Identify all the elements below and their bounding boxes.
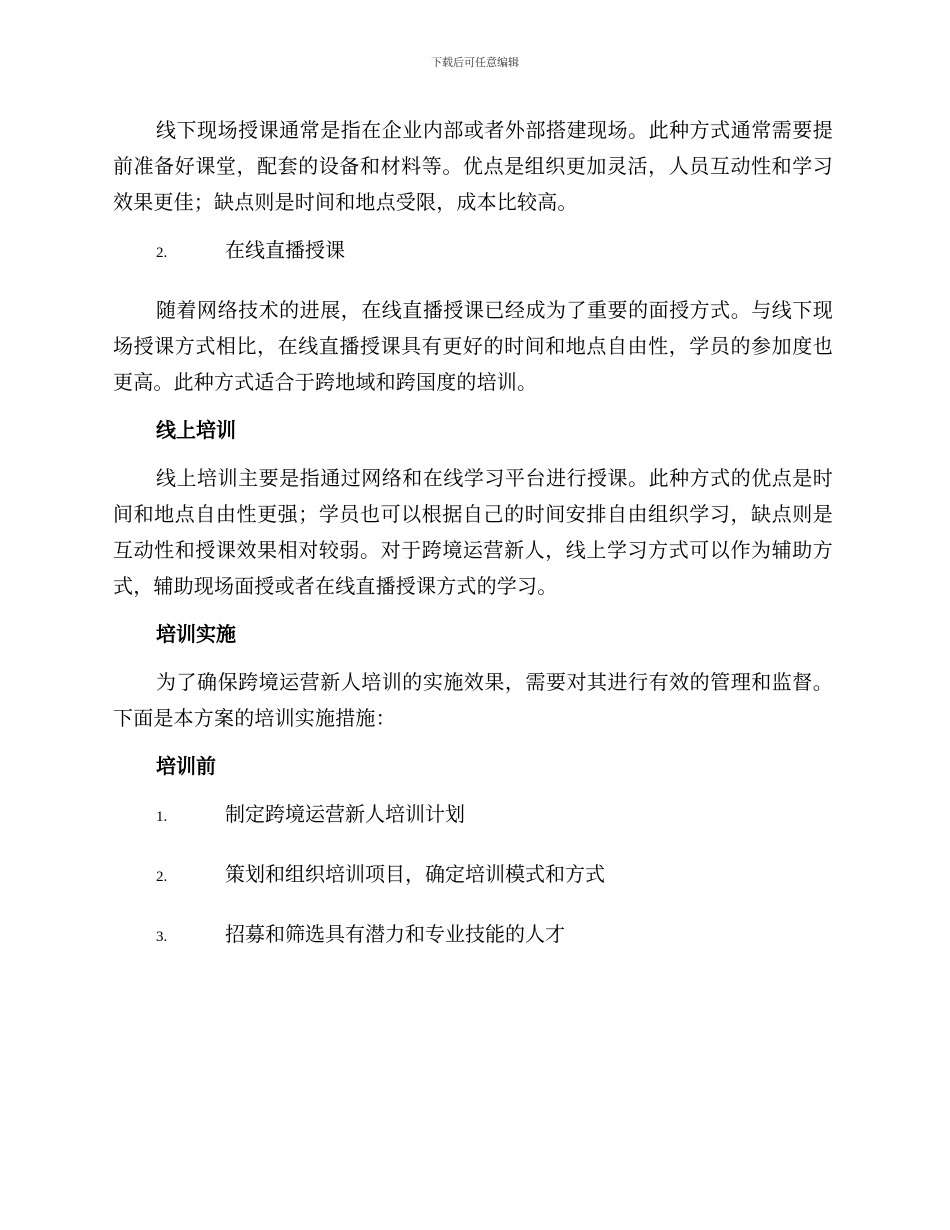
paragraph-offline-training: 线下现场授课通常是指在企业内部或者外部搭建现场。此种方式通常需要提前准备好课堂，配套的设备和材料等。优点是组织更加灵活，人员互动性和学习效果更佳；缺点则是时间和地点受限，成本比较高。 [113, 118, 833, 214]
list-number: 2. [156, 245, 168, 261]
list-text: 在线直播授课 [225, 238, 345, 262]
list-item [113, 916, 833, 955]
heading-online-training: 线上培训 [156, 418, 236, 442]
list-number: 2. [156, 869, 168, 885]
document-body [113, 112, 833, 976]
list-item [113, 796, 833, 835]
paragraph-live-training: 随着网络技术的进展，在线直播授课已经成为了重要的面授方式。与线下现场授课方式相比，在线直播授课具有更好的时间和地点自由性，学员的参加度也更高。此种方式适合于跨地域和跨国度的培训。 [113, 298, 833, 394]
list-text: 策划和组织培训项目，确定培训模式和方式 [225, 862, 605, 886]
paragraph-training-implementation: 为了确保跨境运营新人培训的实施效果，需要对其进行有效的管理和监督。下面是本方案的培训实施措施： [113, 670, 833, 730]
list-item [113, 856, 833, 895]
list-text: 招募和筛选具有潜力和专业技能的人才 [225, 922, 565, 946]
list-text: 制定跨境运营新人培训计划 [225, 802, 465, 826]
list-item-live-training [113, 232, 833, 271]
heading-training-implementation: 培训实施 [156, 622, 236, 646]
paragraph-online-training: 线上培训主要是指通过网络和在线学习平台进行授课。此种方式的优点是时间和地点自由性更强；学员也可以根据自己的时间安排自由组织学习，缺点则是互动性和授课效果相对较弱。对于跨境运营新人，线上学习方式可以作为辅助方式，辅助现场面授或者在线直播授课方式的学习。 [113, 466, 833, 598]
header-note: 下载后可任意编辑 [431, 56, 519, 69]
list-number: 1. [156, 809, 168, 825]
heading-before-training: 培训前 [156, 754, 216, 778]
list-number: 3. [156, 929, 168, 945]
